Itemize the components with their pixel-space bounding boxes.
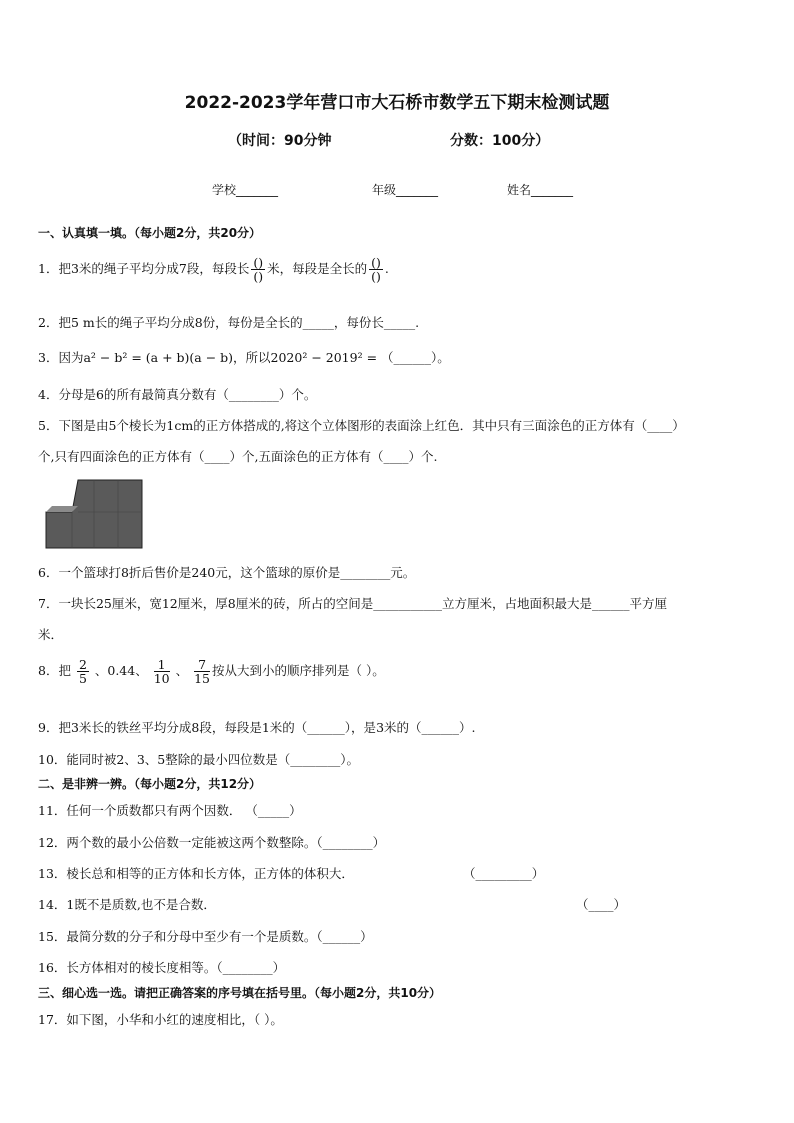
q8-frac2-den: 10	[153, 671, 170, 687]
q8-frac3-num: 7	[194, 658, 210, 672]
grade-field: 年级_______	[372, 183, 439, 197]
q8-fraction-1	[77, 658, 89, 685]
question-7-line-2: 米．	[38, 627, 64, 642]
question-16: 16．长方体相对的棱长度相等。（________）	[38, 960, 286, 975]
question-4: 4．分母是6的所有最简真分数有（________）个。	[38, 387, 317, 402]
question-2: 2．把5 m长的绳子平均分成8份，每份是全长的_____，每份长_____.	[38, 315, 420, 330]
question-10: 10．能同时被2、3、5整除的最小四位数是（________）。	[38, 752, 360, 767]
question-12: 12．两个数的最小公倍数一定能被这两个数整除。（________）	[38, 835, 386, 850]
section-3-heading: 三、细心选一选。请把正确答案的序号填在括号里。（每小题2分，共10分）	[38, 986, 442, 1000]
question-11: 11．任何一个质数都只有两个因数． （_____）	[38, 803, 302, 818]
q14-text: 14．1既不是质数,也不是合数．	[38, 897, 216, 912]
question-5-line-1: 5．下图是由5个棱长为1cm的正方体搭成的,将这个立体图形的表面涂上红色．其中只有三面涂色的正方体有（____）	[38, 418, 685, 433]
question-13	[38, 864, 545, 882]
q8-text-b: 、0.44、	[94, 663, 148, 679]
q8-text-d: 按从大到小的顺序排列是（ ）。	[212, 663, 385, 679]
question-17: 17．如下图，小华和小红的速度相比，（ ）。	[38, 1012, 283, 1027]
q1-frac2-den: ()	[371, 269, 381, 285]
name-field: 姓名_______	[507, 183, 574, 197]
q14-answer-blank: （____）	[576, 897, 627, 912]
question-14	[38, 895, 627, 913]
q1-text-c: .	[384, 261, 389, 277]
question-9: 9．把3米长的铁丝平均分成8段，每段是1米的（______），是3米的（______）.	[38, 720, 476, 735]
q8-frac1-den: 5	[78, 671, 87, 687]
question-8	[38, 658, 385, 685]
page-title: 2022-2023学年营口市大石桥市数学五下期末检测试题	[184, 93, 610, 113]
q1-frac2-num: ()	[371, 255, 381, 270]
section-1-heading: 一、认真填一填。（每小题2分，共20分）	[38, 226, 262, 240]
question-7-line-1: 7．一块长25厘米，宽12厘米，厚8厘米的砖，所占的空间是___________立方厘米，占地面积最大是______平方厘	[38, 596, 667, 611]
question-5-line-2: 个,只有四面涂色的正方体有（____）个,五面涂色的正方体有（____）个.	[38, 449, 438, 464]
question-3: 3．因为a² − b² = (a + b)(a − b)，所以2020² − 2019² = （______）。	[38, 350, 450, 365]
total-score: 分数：100分）	[450, 133, 550, 149]
school-field: 学校_______	[212, 183, 279, 197]
q13-answer-blank: （_________）	[463, 866, 545, 881]
question-1	[38, 256, 389, 283]
exam-meta	[228, 130, 568, 150]
q1-frac1-den: ()	[253, 269, 264, 285]
q8-fraction-3	[194, 658, 210, 685]
q13-text: 13．棱长总和相等的正方体和长方体，正方体的体积大．	[38, 866, 354, 881]
q8-text-c: 、	[175, 663, 189, 679]
q1-text-a: 1．把3米的绳子平均分成7段，每段长	[38, 261, 250, 277]
q1-frac1-num: ()	[253, 255, 264, 270]
q1-fraction-1	[251, 256, 265, 283]
q1-text-b: 米，每段是全长的	[267, 261, 368, 277]
question-6: 6．一个篮球打8折后售价是240元，这个篮球的原价是________元。	[38, 565, 416, 580]
q1-fraction-2	[369, 256, 383, 283]
q8-frac1-num: 2	[78, 657, 87, 672]
section-2-heading: 二、是非辨一辨。（每小题2分，共12分）	[38, 777, 262, 791]
q8-frac3-den: 15	[194, 671, 210, 687]
q8-frac2-num: 1	[154, 658, 170, 672]
q8-text-a: 8．把	[38, 663, 71, 679]
cube-figure	[44, 478, 144, 550]
q8-fraction-2	[154, 658, 170, 685]
time-limit: （时间：90分钟	[228, 133, 332, 149]
question-15: 15．最简分数的分子和分母中至少有一个是质数。（______）	[38, 929, 373, 944]
